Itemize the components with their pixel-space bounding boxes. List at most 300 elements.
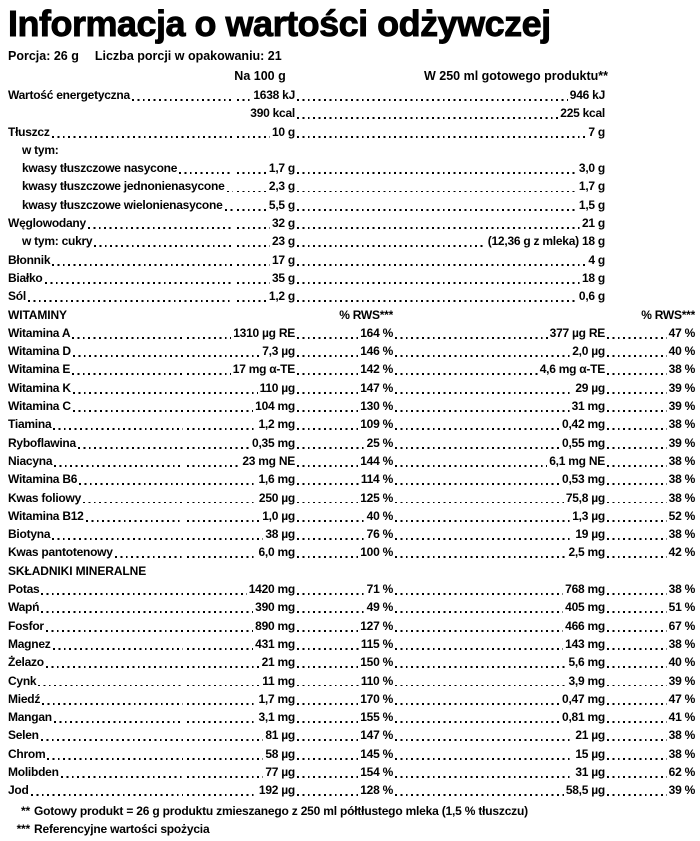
dot-leader [297,415,358,433]
dot-leader [237,86,251,104]
dot-leader [297,745,358,763]
table-row [8,214,695,232]
dot-leader [47,745,183,763]
per-100g-rws [295,598,393,616]
per-100g-rws [295,690,393,708]
per-250ml-value-text: 0,53 mg [562,472,605,487]
spacer [605,123,695,141]
dot-leader [607,470,667,488]
dot-leader [395,470,560,488]
dot-leader [297,397,358,415]
row-label-cell [8,177,235,195]
dot-leader [73,379,183,397]
row-label-cell [8,232,235,250]
per-250ml-rws [605,379,695,397]
per-100g-rws-text: 142 % [360,362,393,377]
spacer [605,269,695,287]
per-100g-value [185,598,295,616]
table-row [8,580,695,598]
dot-leader [297,525,365,543]
spacer [295,306,339,324]
row-label: Witamina D [8,344,71,359]
per-250ml-rws [605,726,695,744]
row-tail [605,269,695,287]
dot-leader [115,543,183,561]
per-100g-rws-text: 71 % [366,582,393,597]
per-250ml-rws [605,672,695,690]
per-250ml-value-text: 31 µg [575,764,605,779]
row-label-cell [8,745,185,763]
dot-leader [395,379,573,397]
per-250ml-value-text: 377 µg RE [549,325,605,340]
serving-info [8,46,695,66]
dot-leader [225,196,234,214]
per-250ml-value-text: 0,55 mg [562,435,605,450]
table-row [8,781,695,799]
dot-leader [395,598,563,616]
row-label-cell [8,690,185,708]
row-label-cell [8,580,185,598]
dot-leader [237,214,270,232]
per-100g-rws [295,726,393,744]
row-label: Białko [8,270,43,285]
dot-leader [297,635,359,653]
per-100g-value [235,104,295,122]
row-label: kwasy tłuszczowe nasycone [22,161,178,176]
per-250ml-value-text: 4,6 mg α-TE [539,362,605,377]
dot-leader [187,470,256,488]
dot-leader [395,415,560,433]
table-row [8,543,695,561]
nutrition-table [8,86,695,800]
per-100g-rws-text: 130 % [360,399,393,414]
per-250ml-rws-header [605,562,695,580]
table-row [8,306,695,324]
per-250ml-rws-text: 40 % [668,344,695,359]
dot-leader [297,159,577,177]
row-label-cell [8,159,235,177]
row-label-cell [8,104,235,122]
dot-leader [297,251,586,269]
dot-leader [297,726,358,744]
per-250ml-rws [605,781,695,799]
dot-leader [73,342,183,360]
dot-leader [395,397,570,415]
column-header-per-100g: Na 100 g [234,69,286,83]
per-250ml-value-text: 0,81 mg [562,710,605,725]
per-100g-value-text: 1310 µg RE [233,325,295,340]
dot-leader [72,324,183,342]
dot-leader [395,635,563,653]
dot-leader [395,653,566,671]
dot-leader [237,177,267,195]
per-250ml-rws [605,525,695,543]
per-250ml-rws [605,452,695,470]
row-label: Kwas pantotenowy [8,545,113,560]
dot-leader [607,781,667,799]
footnote-reference-values [8,820,695,838]
row-tail [605,159,695,177]
spacer [295,562,393,580]
footnote-marker: ** [21,803,30,818]
row-label: kwasy tłuszczowe jednonienasycone [22,179,225,194]
dot-leader [607,452,667,470]
footnote-marker: *** [16,821,30,836]
per-100g-value-text: 23 mg NE [242,453,295,468]
dot-leader [52,251,233,269]
table-row [8,397,695,415]
per-100g-value [185,726,295,744]
row-label-cell [8,763,185,781]
per-250ml-value [393,653,605,671]
per-100g-rws [295,763,393,781]
row-label: Niacyna [8,453,53,468]
per-250ml-value-text: 0,42 mg [562,417,605,432]
per-250ml-rws-text: 38 % [668,746,695,761]
per-100g-value [235,251,295,269]
per-250ml-value-text: 6,1 mg NE [549,453,605,468]
dot-leader [52,525,183,543]
per-250ml-value-text: 21 µg [575,728,605,743]
dot-leader [395,745,573,763]
per-250ml-value-text: 58,5 µg [565,783,605,798]
per-250ml-rws-text: 39 % [668,673,695,688]
per-100g-rws [295,452,393,470]
per-100g-rws-text: 110 % [360,673,393,688]
dot-leader [297,580,365,598]
per-100g-rws [295,415,393,433]
per-100g-value [185,653,295,671]
table-row [8,690,695,708]
row-label: Potas [8,582,40,597]
per-100g-value-text: 7,3 µg [262,344,295,359]
dot-leader [132,86,233,104]
dot-leader [607,360,667,378]
per-250ml-value [393,580,605,598]
row-tail [605,123,695,141]
per-100g-value [235,269,295,287]
dot-leader [31,781,183,799]
dot-leader [42,690,183,708]
per-250ml-value [393,690,605,708]
row-label-cell [8,379,185,397]
per-250ml-value-text: 0,6 g [578,289,605,304]
per-100g-value [235,177,295,195]
per-100g-value [185,635,295,653]
per-250ml-value [393,434,605,452]
table-row [8,562,695,580]
per-100g-value [185,452,295,470]
per-100g-rws-text: 155 % [360,710,393,725]
dot-leader [187,672,260,690]
dot-leader [297,653,358,671]
per-100g-value-text: 431 mg [255,636,295,651]
row-label-cell [8,598,185,616]
per-100g-rws [295,617,393,635]
per-100g-rws-text: 145 % [360,746,393,761]
dot-leader [187,598,253,616]
per-100g-rws [295,543,393,561]
per-100g-value [185,763,295,781]
footnote-text: Referencyjne wartości spożycia [34,821,210,836]
table-row [8,489,695,507]
per-100g-rws-text: 147 % [360,728,393,743]
dot-leader [607,489,667,507]
dot-leader [237,123,270,141]
row-label-cell [8,251,235,269]
per-250ml-value [393,415,605,433]
per-250ml-value-text: 0,47 mg [562,691,605,706]
spacer [605,232,695,250]
dot-leader [607,434,667,452]
row-label: Selen [8,728,39,743]
row-label-cell [8,653,185,671]
dot-leader [395,543,566,561]
per-100g-rws [295,379,393,397]
per-100g-value-text: 3,1 mg [258,710,295,725]
per-100g-rws-text: 25 % [366,435,393,450]
per-250ml-value-text: (12,36 g z mleka) 18 g [487,234,605,249]
per-100g-value-text: 5,5 g [268,197,295,212]
dot-leader [607,324,667,342]
per-100g-value [185,507,295,525]
per-250ml-value [393,598,605,616]
per-100g-value [185,342,295,360]
per-100g-rws-text: 170 % [360,691,393,706]
spacer [235,104,250,122]
row-label: Cynk [8,673,37,688]
per-100g-value-text: 1,7 g [268,161,295,176]
per-100g-value [185,580,295,598]
per-250ml-rws-text: 38 % [668,362,695,377]
row-label-cell [8,781,185,799]
per-250ml-rws-text: 38 % [668,527,695,542]
dot-leader [53,415,183,433]
dot-leader [45,269,233,287]
dot-leader [28,287,233,305]
per-100g-rws [295,470,393,488]
spacer [605,251,695,269]
per-100g-value [185,672,295,690]
dot-leader [297,452,358,470]
table-row [8,86,695,104]
dot-leader [94,232,233,250]
per-100g-value-text: 2,3 g [268,179,295,194]
row-label-cell [8,342,185,360]
dot-leader [187,635,253,653]
row-label: Witamina B12 [8,508,84,523]
per-250ml-value [393,397,605,415]
per-250ml-value-text: 3,9 mg [568,673,605,688]
per-100g-rws-header-text: % RWS*** [339,307,393,322]
per-250ml-rws-text: 38 % [668,453,695,468]
per-100g-rws-header [295,562,393,580]
per-100g-rws-text: 100 % [360,545,393,560]
per-100g-value [185,379,295,397]
per-250ml-rws-text: 47 % [668,691,695,706]
row-label: Molibden [8,764,59,779]
per-100g-rws-text: 115 % [360,636,393,651]
row-label-cell [8,360,185,378]
dot-leader [297,104,558,122]
per-250ml-rws [605,324,695,342]
table-row [8,360,695,378]
dot-leader [46,617,183,635]
per-100g-rws-text: 40 % [366,508,393,523]
per-100g-value [185,489,295,507]
per-250ml-rws-text: 42 % [668,545,695,560]
per-250ml-rws-header-text: % RWS*** [641,307,695,322]
row-tail [605,232,695,250]
dot-leader [297,543,358,561]
row-tail [605,86,695,104]
row-label-cell [8,324,185,342]
table-row [8,104,695,122]
dot-leader [607,580,667,598]
per-250ml-value [393,672,605,690]
per-250ml-rws-text: 39 % [668,783,695,798]
per-100g-value [185,415,295,433]
dot-leader [607,745,667,763]
dot-leader [187,507,260,525]
per-250ml-rws-text: 38 % [668,417,695,432]
dot-leader [395,708,560,726]
row-label: Kwas foliowy [8,490,82,505]
table-row [8,232,695,250]
spacer [605,196,695,214]
row-label: Tiamina [8,417,52,432]
per-250ml-value-text: 15 µg [575,746,605,761]
row-label: Błonnik [8,252,51,267]
per-100g-value [185,306,295,324]
per-250ml-value-text: 29 µg [575,380,605,395]
dot-leader [187,342,260,360]
per-250ml-value [393,745,605,763]
per-250ml-value-text: 2,0 µg [572,344,605,359]
per-250ml-rws [605,507,695,525]
per-100g-rws [295,781,393,799]
table-row [8,598,695,616]
per-250ml-rws [605,580,695,598]
dot-leader [297,342,358,360]
row-label: Miedź [8,691,41,706]
per-100g-value-text: 110 µg [259,380,295,395]
row-label: Żelazo [8,655,44,670]
dot-leader [41,580,183,598]
dot-leader [607,415,667,433]
per-250ml-value [295,251,605,269]
table-row [8,672,695,690]
per-250ml-value-text: 2,5 mg [568,545,605,560]
dot-leader [395,507,570,525]
per-100g-value-text: 192 µg [258,783,295,798]
dot-leader [53,635,183,653]
spacer [605,562,695,580]
per-100g-value-text: 890 mg [255,618,295,633]
portion-size: Porcja: 26 g [8,49,79,63]
dot-leader [607,342,667,360]
per-250ml-rws-text: 51 % [668,600,695,615]
dot-leader [187,360,231,378]
row-tail [605,104,695,122]
per-250ml-rws-text: 38 % [668,636,695,651]
table-row [8,470,695,488]
dot-leader [297,196,577,214]
dot-leader [607,635,667,653]
dot-leader [607,690,667,708]
per-100g-value-text: 81 µg [265,728,295,743]
table-row [8,745,695,763]
per-100g-rws-text: 154 % [360,764,393,779]
dot-leader [297,360,358,378]
row-label: Sól [8,289,26,304]
table-row [8,342,695,360]
dot-leader [297,489,358,507]
per-100g-value [235,196,295,214]
dot-leader [38,672,183,690]
row-label: kwasy tłuszczowe wielonienasycone [22,197,223,212]
row-label-cell [8,452,185,470]
dot-leader [607,617,667,635]
per-100g-value-text: 1,2 g [268,289,295,304]
row-label-cell [8,86,235,104]
per-100g-value [235,232,295,250]
row-tail [605,251,695,269]
per-250ml-value [295,269,605,287]
per-100g-rws [295,434,393,452]
per-250ml-value-text: 31 mg [571,399,605,414]
per-250ml-value-text: 768 mg [565,582,605,597]
dot-leader [395,434,560,452]
row-tail [605,196,695,214]
dot-leader [297,379,358,397]
spacer [8,104,235,122]
per-100g-value [185,525,295,543]
per-250ml-value-text: 143 mg [565,636,605,651]
row-label-cell [8,635,185,653]
per-250ml-rws [605,635,695,653]
per-250ml-value-text: 946 kJ [569,88,605,102]
dot-leader [297,470,359,488]
per-250ml-value [393,635,605,653]
per-250ml-rws [605,470,695,488]
table-row [8,434,695,452]
per-250ml-rws-text: 47 % [668,325,695,340]
dot-leader [297,763,358,781]
per-250ml-value-text: 4 g [588,252,605,267]
per-250ml-value [393,525,605,543]
per-100g-value [185,617,295,635]
per-250ml-rws-text: 41 % [668,710,695,725]
dot-leader [187,452,240,470]
dot-leader [73,397,183,415]
spacer [185,562,295,580]
dot-leader [41,726,183,744]
table-row [8,653,695,671]
row-label: Tłuszcz [8,124,50,139]
row-label-cell [8,562,185,580]
row-label: Magnez [8,636,51,651]
dot-leader [237,269,270,287]
per-250ml-rws [605,653,695,671]
dot-leader [297,617,358,635]
per-100g-rws-text: 147 % [360,380,393,395]
table-row [8,763,695,781]
row-label-cell [8,214,235,232]
row-label: WITAMINY [8,307,67,322]
row-label-cell [8,415,185,433]
per-100g-rws-text: 150 % [360,655,393,670]
